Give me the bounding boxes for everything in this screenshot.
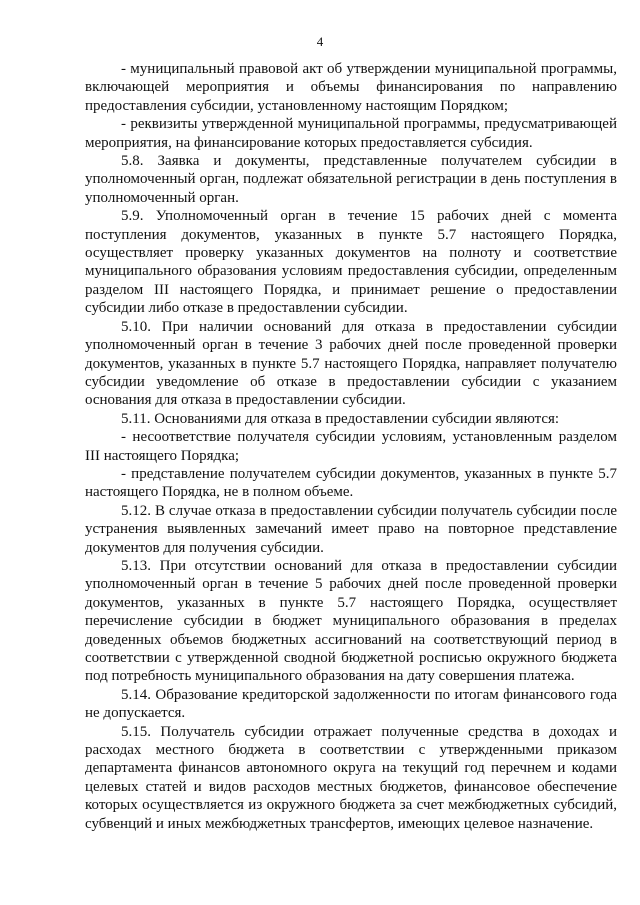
paragraph-5-15: 5.15. Получатель субсидии отражает полученные средства в доходах и расходах местного бюджета в соответствии с утвержденными приказом департамента финансов автономного округа на текущий год перечнем и кодами целевых статей и видов расходов местных бюджетов, финансовое обеспечение которых осуществляется из окружного бюджета за счет межбюджетных субсидий, субвенций и иных межбюджетных трансфертов, имеющих целевое назначение. (85, 723, 617, 832)
paragraph-5-11-item-2: - представление получателем субсидии документов, указанных в пункте 5.7 настоящего Порядка, не в полном объеме. (85, 465, 617, 501)
paragraph-program-details: - реквизиты утвержденной муниципальной программы, предусматривающей мероприятия, на финансирование которых предоставляется субсидия. (85, 116, 617, 151)
paragraph-5-12: 5.12. В случае отказа в предоставлении субсидии получатель субсидии после устранения выявленных замечаний имеет право на повторное представление документов для получения субсидии. (85, 502, 617, 556)
paragraph-5-10: 5.10. При наличии оснований для отказа в предоставлении субсидии уполномоченный орган в течение 3 рабочих дней после проведенной проверки документов, указанных в пункте 5.7 настоящего Порядка, направляет получателю субсидии уведомление об отказе в предоставлении субсидии с указанием основания для отказа в предоставлении субсидии. (85, 318, 617, 409)
paragraph-5-8: 5.8. Заявка и документы, представленные получателем субсидии в уполномоченный орган, подлежат обязательной регистрации в день поступления в уполномоченный орган. (85, 153, 617, 206)
paragraph-5-13: 5.13. При отсутствии оснований для отказа в предоставлении субсидии уполномоченный орган в течение 5 рабочих дней после проведенной проверки документов, указанных в пункте 5.7 настоящего Порядка, осуществляет перечисление субсидии в бюджет муниципального образования в пределах доведенных объемов бюджетных ассигнований на соответствующий период в соответствии с утвержденной сводной бюджетной росписью окружного бюджета под потребность муниципального образования на дату совершения платежа. (85, 557, 617, 685)
paragraph-5-11: 5.11. Основаниями для отказа в предоставлении субсидии являются: (121, 410, 560, 427)
paragraph-5-11-item-1: - несоответствие получателя субсидии условиям, установленным разделом III настоящего Порядка; (85, 429, 617, 464)
paragraph-5-9: 5.9. Уполномоченный орган в течение 15 рабочих дней с момента поступления документов, указанных в пункте 5.7 настоящего Порядка, осуществляет проверку указанных документов на полноту и соответствие муниципального образования условиям предоставления субсидии, определенным разделом III настоящего Порядка, и принимает решение о предоставлении субсидии либо отказе в предоставлении субсидии. (85, 208, 617, 317)
page-number: 4 (316, 34, 324, 49)
paragraph-5-14: 5.14. Образование кредиторской задолженности по итогам финансового года не допускается. (85, 686, 617, 722)
document-body (85, 60, 617, 833)
paragraph-program-act: - муниципальный правовой акт об утверждении муниципальной программы, включающей мероприятия и объемы финансирования по направлению предоставления субсидии, установленному настоящим Порядком; (85, 61, 617, 114)
